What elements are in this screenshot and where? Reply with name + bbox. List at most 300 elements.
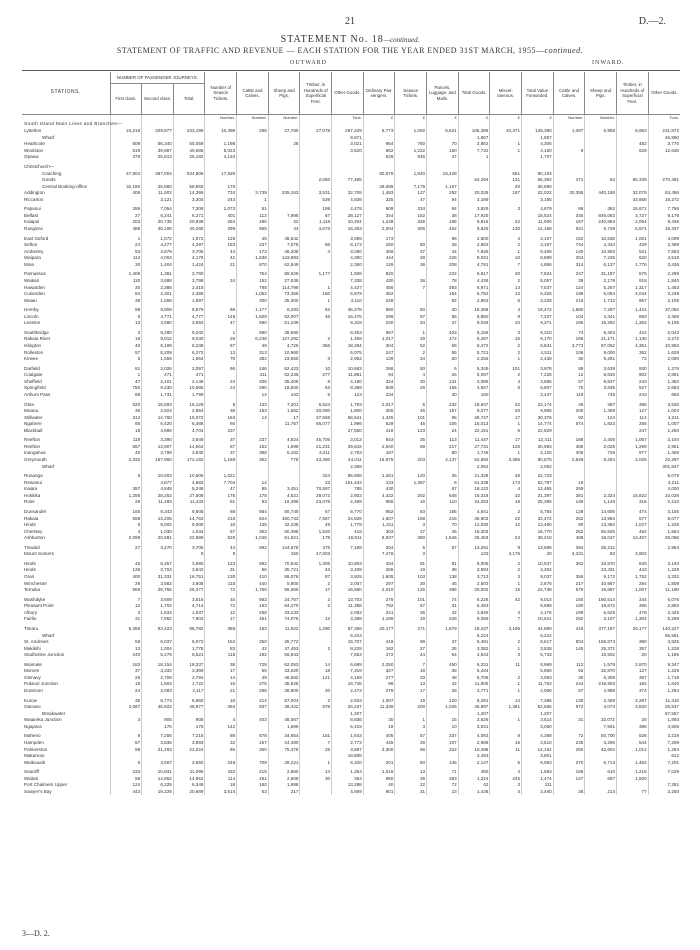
- station-name: Springfield: [24, 385, 46, 391]
- value-cell: 63: [237, 789, 269, 796]
- value-cell: 127,292: [268, 336, 300, 343]
- value-cell: 48,067: [268, 717, 300, 724]
- value-cell: 672: [553, 704, 585, 711]
- value-cell: 2,405: [585, 437, 617, 444]
- value-cell: 7: [395, 662, 427, 669]
- value-cell: 403: [427, 330, 459, 337]
- value-cell: 2: [300, 581, 332, 588]
- value-cell: 2,608: [268, 776, 300, 783]
- value-cell: 7,188: [332, 545, 364, 552]
- value-cell: 2,147: [458, 760, 490, 767]
- value-cell: 36: [427, 473, 459, 480]
- value-cell: 1,317: [617, 285, 649, 292]
- value-cell: 98: [110, 747, 142, 754]
- value-cell: 7: [110, 597, 142, 604]
- value-cell: 3,649: [173, 437, 205, 444]
- value-cell: 3,842: [173, 567, 205, 574]
- statement-title-suffix: —continued.: [383, 36, 420, 44]
- value-cell: 388: [617, 724, 649, 731]
- value-cell: 430: [363, 486, 395, 493]
- value-cell: 80: [553, 522, 585, 529]
- value-cell: 2,389: [648, 242, 680, 249]
- value-cell: 131: [490, 177, 522, 184]
- value-cell: 45,997: [458, 704, 490, 711]
- value-cell: 157: [427, 408, 459, 415]
- value-cell: 4,714: [173, 603, 205, 610]
- value-cell: 67,557: [648, 711, 680, 718]
- value-cell: 9: [553, 148, 585, 155]
- value-cell: 46: [300, 314, 332, 321]
- value-cell: 4,331: [553, 551, 585, 558]
- value-cell: 184: [617, 681, 649, 688]
- value-cell: 1,186: [648, 652, 680, 659]
- value-cell: 2,962: [332, 356, 364, 363]
- value-cell: 8: [490, 733, 522, 740]
- value-cell: 2,862: [458, 141, 490, 148]
- value-cell: 19,437: [458, 626, 490, 633]
- value-cell: 4,074: [585, 704, 617, 711]
- value-cell: 120: [395, 473, 427, 480]
- value-cell: 60,525: [585, 529, 617, 536]
- value-cell: 237: [237, 242, 269, 249]
- value-cell: 26: [110, 675, 142, 682]
- value-cell: 574: [553, 421, 585, 428]
- value-cell: 123: [395, 428, 427, 435]
- value-cell: 1,199: [363, 616, 395, 623]
- station-name: Sheffield: [24, 378, 42, 384]
- value-cell: 8,359: [332, 385, 364, 392]
- value-cell: 240,853: [585, 219, 617, 226]
- value-cell: 509: [363, 385, 395, 392]
- value-cell: 2,093: [142, 688, 174, 695]
- value-cell: 22,151: [458, 428, 490, 435]
- value-cell: 25,395: [522, 499, 554, 506]
- value-cell: 2,125: [522, 450, 554, 457]
- station-name: Hornby: [24, 307, 39, 313]
- value-cell: 183: [110, 662, 142, 669]
- value-cell: 4,304: [522, 567, 554, 574]
- value-cell: 18: [490, 499, 522, 506]
- value-cell: 49: [237, 675, 269, 682]
- value-cell: 74,076: [268, 616, 300, 623]
- value-cell: 352: [363, 291, 395, 298]
- value-cell: 26: [490, 408, 522, 415]
- station-name: Breakwater: [42, 710, 66, 716]
- value-cell: 7,201: [648, 760, 680, 767]
- value-cell: 185: [553, 320, 585, 327]
- value-cell: 46: [427, 529, 459, 536]
- value-cell: 8,408: [522, 249, 554, 256]
- value-cell: 1,840: [648, 278, 680, 285]
- value-cell: 18,830: [268, 385, 300, 392]
- value-cell: 663: [237, 597, 269, 604]
- value-cell: 4: [490, 486, 522, 493]
- value-cell: 36: [395, 278, 427, 285]
- value-cell: 2,800: [458, 236, 490, 243]
- value-cell: 32,709: [332, 190, 364, 197]
- value-cell: 1: [110, 236, 142, 243]
- value-cell: 2,863: [458, 242, 490, 249]
- value-cell: 126: [490, 444, 522, 451]
- station-name: Kaiapoi: [24, 219, 40, 225]
- value-cell: 5,245: [173, 486, 205, 493]
- value-cell: 10,498: [458, 747, 490, 754]
- station-name: Waikouaiti: [24, 759, 46, 765]
- col-parcels: Parcels, Luggage, and Mails.: [427, 72, 459, 115]
- value-cell: 37: [427, 154, 459, 161]
- value-cell: 327: [363, 668, 395, 675]
- value-cell: 2: [490, 350, 522, 357]
- value-cell: 94: [427, 197, 459, 204]
- value-cell: 25,372: [585, 646, 617, 653]
- value-cell: 20,002: [458, 587, 490, 594]
- value-cell: 58: [110, 639, 142, 646]
- value-cell: 6,728: [585, 226, 617, 233]
- value-cell: 12,465: [522, 486, 554, 493]
- value-cell: 1,404: [142, 262, 174, 269]
- value-cell: 152: [205, 639, 237, 646]
- value-cell: 245: [490, 776, 522, 783]
- value-cell: 8,953: [617, 128, 649, 135]
- station-name: Arthurs Pass: [24, 391, 51, 397]
- value-cell: 4,277: [142, 242, 174, 249]
- value-cell: 51,336: [458, 480, 490, 487]
- value-cell: 2,332: [110, 457, 142, 464]
- value-cell: 1,294: [648, 688, 680, 695]
- value-cell: 6,403: [585, 330, 617, 337]
- value-cell: 9: [173, 551, 205, 558]
- value-cell: 2: [490, 561, 522, 568]
- value-cell: 114: [205, 776, 237, 783]
- value-cell: 50,740: [268, 509, 300, 516]
- value-cell: 17: [268, 415, 300, 422]
- value-cell: 28: [617, 717, 649, 724]
- value-cell: 186: [553, 336, 585, 343]
- value-cell: 18,808: [332, 753, 364, 760]
- value-cell: 352: [237, 457, 269, 464]
- value-cell: 840: [617, 561, 649, 568]
- value-cell: 406: [237, 379, 269, 386]
- value-cell: 14,396: [173, 190, 205, 197]
- value-cell: 21,231: [300, 444, 332, 451]
- value-cell: 10,803: [332, 561, 364, 568]
- value-cell: 228: [363, 298, 395, 305]
- value-cell: 5,349: [458, 366, 490, 373]
- value-cell: 3,395: [490, 457, 522, 464]
- value-cell: 9,000: [585, 350, 617, 357]
- station-name: Central Booking-office: [42, 183, 88, 189]
- station-name: Makikihi: [24, 645, 41, 651]
- value-cell: 33,020: [268, 668, 300, 675]
- value-cell: 1,712: [585, 298, 617, 305]
- value-cell: 1: [205, 330, 237, 337]
- value-cell: 824: [237, 516, 269, 523]
- value-cell: 1,290: [300, 626, 332, 633]
- value-cell: 83: [395, 509, 427, 516]
- value-cell: 16,303: [332, 226, 364, 233]
- value-cell: 38: [427, 567, 459, 574]
- value-cell: 656: [648, 392, 680, 399]
- value-cell: 8,453: [332, 330, 364, 337]
- value-cell: 5,706: [458, 675, 490, 682]
- value-cell: 16,770: [522, 529, 554, 536]
- value-cell: 444: [363, 255, 395, 262]
- value-cell: 16,975: [363, 457, 395, 464]
- value-cell: 143,983: [268, 255, 300, 262]
- value-cell: 2: [490, 639, 522, 646]
- value-cell: 3,580: [142, 320, 174, 327]
- value-cell: 1,745: [458, 450, 490, 457]
- value-cell: 3,590: [173, 561, 205, 568]
- value-cell: 3,582: [142, 581, 174, 588]
- value-cell: 18,369: [458, 307, 490, 314]
- value-cell: 251: [237, 776, 269, 783]
- value-cell: 4,306: [522, 141, 554, 148]
- value-cell: 231,872: [648, 128, 680, 135]
- value-cell: 18: [363, 724, 395, 731]
- value-cell: 8,937: [363, 535, 395, 542]
- value-cell: 16: [553, 480, 585, 487]
- station-name: Woolston: [24, 147, 44, 153]
- value-cell: 575: [553, 587, 585, 594]
- unit-cell: [617, 115, 649, 122]
- value-cell: 22: [490, 516, 522, 523]
- value-cell: 97: [395, 314, 427, 321]
- value-cell: 1,634: [142, 610, 174, 617]
- value-cell: 819: [110, 148, 142, 155]
- value-cell: 2: [490, 567, 522, 574]
- value-cell: 3,080: [332, 249, 364, 256]
- value-cell: 4,436: [458, 278, 490, 285]
- value-cell: 2,250: [363, 662, 395, 669]
- value-cell: 153: [205, 242, 237, 249]
- value-cell: 92: [427, 298, 459, 305]
- value-cell: 86,808: [332, 473, 364, 480]
- col-group-passengers: NUMBER OF PASSENGER JOURNEYS.: [110, 72, 205, 84]
- value-cell: 3,155: [522, 197, 554, 204]
- value-cell: 255: [617, 421, 649, 428]
- value-cell: 128: [205, 236, 237, 243]
- value-cell: 504: [553, 639, 585, 646]
- value-cell: 22,224: [173, 747, 205, 754]
- value-cell: 3,366: [332, 616, 364, 623]
- value-cell: 67: [300, 509, 332, 516]
- value-cell: 105,388: [458, 128, 490, 135]
- value-cell: 1,211: [648, 415, 680, 422]
- station-name: Darfield: [24, 365, 40, 371]
- value-cell: 3: [490, 782, 522, 789]
- value-cell: 18: [300, 668, 332, 675]
- value-cell: 61,621: [268, 535, 300, 542]
- value-cell: 7,206: [142, 733, 174, 740]
- value-cell: 6,617: [522, 639, 554, 646]
- value-cell: 3,324: [585, 493, 617, 500]
- col-total-goods: Total Goods.: [458, 72, 490, 115]
- value-cell: 1,483: [363, 190, 395, 197]
- value-cell: 12: [300, 616, 332, 623]
- value-cell: 66: [237, 567, 269, 574]
- value-cell: 46,562: [268, 675, 300, 682]
- value-cell: 419: [553, 626, 585, 633]
- value-cell: 9,815: [458, 219, 490, 226]
- value-cell: 145: [553, 646, 585, 653]
- value-cell: 21,293: [142, 747, 174, 754]
- value-cell: 312: [110, 415, 142, 422]
- value-cell: 28,252: [142, 493, 174, 500]
- value-cell: 43,350: [300, 457, 332, 464]
- value-cell: 176: [142, 724, 174, 731]
- value-cell: 5,521: [173, 652, 205, 659]
- value-cell: 626: [205, 535, 237, 542]
- value-cell: 101: [395, 597, 427, 604]
- value-cell: 16: [490, 740, 522, 747]
- value-cell: 16,126: [173, 402, 205, 409]
- value-cell: 7,552: [332, 652, 364, 659]
- value-cell: 2,683: [648, 385, 680, 392]
- value-cell: 140,227: [648, 626, 680, 633]
- value-cell: 6,457: [142, 561, 174, 568]
- value-cell: 397: [110, 486, 142, 493]
- value-cell: 526: [617, 733, 649, 740]
- value-cell: 162: [363, 646, 395, 653]
- value-cell: 6,271: [173, 213, 205, 220]
- value-cell: 286: [363, 366, 395, 373]
- value-cell: 52,787: [522, 480, 554, 487]
- station-name: Inangahua: [24, 450, 46, 456]
- value-cell: 908: [173, 717, 205, 724]
- value-cell: 70,542: [268, 561, 300, 568]
- value-cell: 152: [237, 444, 269, 451]
- value-cell: 133: [237, 402, 269, 409]
- unit-cell: Tons.: [648, 115, 680, 122]
- value-cell: 46: [110, 450, 142, 457]
- value-cell: 1,004: [142, 646, 174, 653]
- value-cell: 32,076: [617, 190, 649, 197]
- value-cell: 539: [300, 197, 332, 204]
- station-name: Seacliff: [24, 769, 39, 775]
- value-cell: 551: [490, 171, 522, 178]
- value-cell: 30: [300, 776, 332, 783]
- value-cell: 14,763: [173, 516, 205, 523]
- value-cell: 144,878: [268, 545, 300, 552]
- value-cell: 20: [617, 652, 649, 659]
- value-cell: 6,713: [585, 760, 617, 767]
- value-cell: [300, 789, 332, 796]
- value-cell: 3,107: [585, 616, 617, 623]
- value-cell: 1,177: [237, 307, 269, 314]
- value-cell: 380: [395, 535, 427, 542]
- value-cell: 19: [395, 698, 427, 705]
- station-name: Ross: [24, 499, 35, 505]
- station-name: Lyttelton: [24, 128, 42, 134]
- value-cell: 6,037: [142, 639, 174, 646]
- direction-labels: [0, 60, 700, 70]
- value-cell: 42,604: [585, 747, 617, 754]
- value-cell: 15,822: [617, 493, 649, 500]
- value-cell: 32: [490, 493, 522, 500]
- value-cell: 3,801: [522, 753, 554, 760]
- value-cell: 471: [553, 177, 585, 184]
- value-cell: 172,192: [173, 457, 205, 464]
- value-cell: 13: [110, 646, 142, 653]
- value-cell: 37,082: [648, 307, 680, 314]
- value-cell: 1: [300, 298, 332, 305]
- value-cell: 38: [427, 213, 459, 220]
- value-cell: 429: [617, 242, 649, 249]
- value-cell: 863: [617, 314, 649, 321]
- value-cell: 4,000: [648, 486, 680, 493]
- value-cell: 95: [237, 486, 269, 493]
- value-cell: 42: [490, 597, 522, 604]
- value-cell: 145: [427, 760, 459, 767]
- value-cell: 7,179: [395, 184, 427, 191]
- value-cell: 3,688: [142, 278, 174, 285]
- value-cell: 56,943: [268, 652, 300, 659]
- value-cell: 44,890: [522, 626, 554, 633]
- value-cell: 3,616: [173, 597, 205, 604]
- value-cell: 36: [553, 789, 585, 796]
- value-cell: 52,565: [522, 704, 554, 711]
- value-cell: 44: [427, 249, 459, 256]
- value-cell: 123: [332, 392, 364, 399]
- value-cell: 1,034: [173, 529, 205, 536]
- value-cell: 3,060: [522, 724, 554, 731]
- value-cell: 16,751: [173, 574, 205, 581]
- value-cell: 7,567: [300, 516, 332, 523]
- value-cell: 9,508: [173, 509, 205, 516]
- value-cell: 46,850: [648, 135, 680, 142]
- value-cell: 246: [237, 366, 269, 373]
- value-cell: 3,845: [458, 610, 490, 617]
- value-cell: 173: [363, 236, 395, 243]
- value-cell: 55: [427, 350, 459, 357]
- value-cell: 20,080: [300, 408, 332, 415]
- value-cell: 410: [237, 574, 269, 581]
- value-cell: 50,700: [585, 733, 617, 740]
- value-cell: 10,831: [142, 769, 174, 776]
- value-cell: 31: [205, 567, 237, 574]
- station-name: Pukeuri Junction: [24, 681, 58, 687]
- value-cell: 785: [332, 486, 364, 493]
- value-cell: 3,514: [205, 789, 237, 796]
- value-cell: 8,031: [458, 255, 490, 262]
- value-cell: 1,406: [648, 450, 680, 457]
- value-cell: 754: [237, 271, 269, 278]
- value-cell: 98,782: [173, 626, 205, 633]
- value-cell: 6,774: [142, 698, 174, 705]
- value-cell: 7,704: [205, 480, 237, 487]
- value-cell: 192: [237, 652, 269, 659]
- value-cell: 760: [395, 141, 427, 148]
- outward-label: OUTWARD: [290, 60, 327, 66]
- units-row: [22, 115, 680, 122]
- value-cell: 62,423: [268, 366, 300, 373]
- value-cell: 3,820: [617, 704, 649, 711]
- value-cell: 8,293: [268, 307, 300, 314]
- value-cell: 160: [458, 392, 490, 399]
- value-cell: 5,733: [522, 652, 554, 659]
- value-cell: 152: [553, 236, 585, 243]
- value-cell: 1: [237, 197, 269, 204]
- value-cell: 657: [110, 444, 142, 451]
- value-cell: 1,157: [427, 184, 459, 191]
- station-name: Morven: [24, 668, 40, 674]
- value-cell: 3,693: [173, 320, 205, 327]
- value-cell: 1,248: [363, 219, 395, 226]
- value-cell: 188: [553, 437, 585, 444]
- value-cell: 27: [395, 646, 427, 653]
- value-cell: 396: [617, 603, 649, 610]
